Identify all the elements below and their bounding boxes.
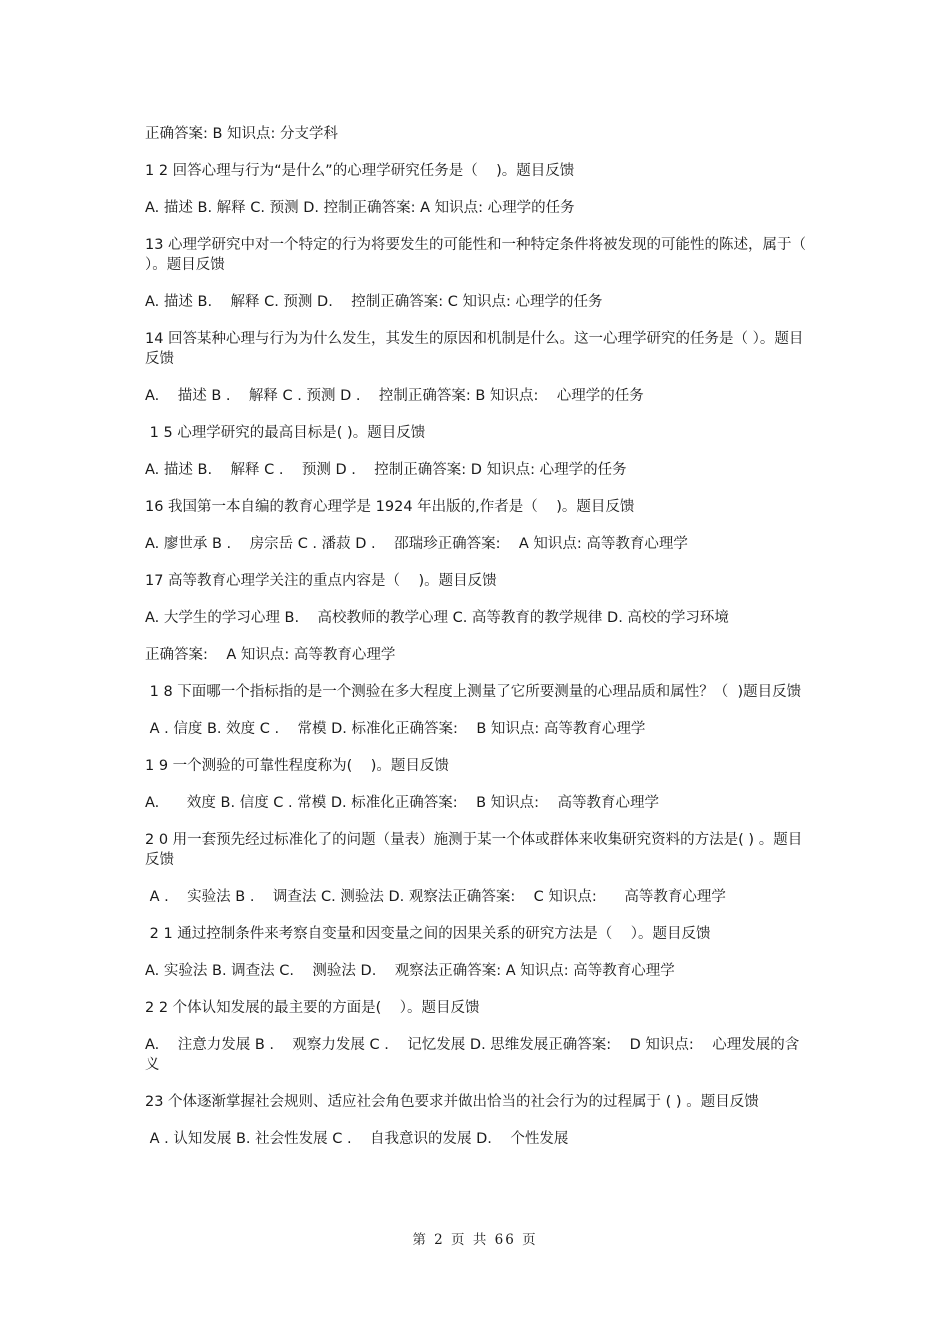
paragraph: A. 廖世承 B . 房宗岳 C . 潘菽 D . 邵瑞珍正确答案: A 知识点: 高等教育心理学 [145, 536, 688, 552]
page-content [145, 124, 816, 1166]
paragraph: A . 实验法 B . 调查法 C. 测验法 D. 观察法正确答案: C 知识点: 高等教育心理学 [145, 889, 726, 905]
paragraph: 1 2 回答心理与行为“是什么”的心理学研究任务是（ )。题目反馈 [145, 163, 575, 179]
paragraph: 17 高等教育心理学关注的重点内容是（ )。题目反馈 [145, 573, 497, 589]
paragraph: A. 效度 B. 信度 C . 常模 D. 标准化正确答案: B 知识点: 高等教育心理学 [145, 795, 659, 811]
paragraph: A. 描述 B . 解释 C . 预测 D . 控制正确答案: B 知识点: 心理学的任务 [145, 388, 644, 404]
paragraph: 16 我国第一本自编的教育心理学是 1924 年出版的,作者是（ )。题目反馈 [145, 499, 635, 515]
paragraph: A. 描述 B. 解释 C. 预测 D. 控制正确答案: C 知识点: 心理学的任务 [145, 294, 603, 310]
paragraph: 1 9 一个测验的可靠性程度称为( )。题目反馈 [145, 758, 449, 774]
paragraph: A. 实验法 B. 调查法 C. 测验法 D. 观察法正确答案: A 知识点: 高等教育心理学 [145, 963, 675, 979]
page-footer: 第 2 页 共 66 页 [412, 1232, 538, 1248]
paragraph: 正确答案: B 知识点: 分支学科 [145, 126, 339, 142]
paragraph: 2 1 通过控制条件来考察自变量和因变量之间的因果关系的研究方法是（ ）。题目反馈 [145, 926, 711, 942]
paragraph: 1 5 心理学研究的最高目标是( )。题目反馈 [145, 425, 426, 441]
paragraph: A. 描述 B. 解释 C. 预测 D. 控制正确答案: A 知识点: 心理学的任务 [145, 200, 575, 216]
paragraph: 13 心理学研究中对一个特定的行为将要发生的可能性和一种特定条件将被发现的可能性的陈述，属于（ ）。题目反馈 [145, 237, 816, 273]
paragraph: A . 信度 B. 效度 C . 常模 D. 标准化正确答案: B 知识点: 高等教育心理学 [145, 721, 646, 737]
paragraph: A. 大学生的学习心理 B. 高校教师的教学心理 C. 高等教育的教学规律 D. 高校的学习环境 [145, 610, 729, 626]
paragraph: 2 0 用一套预先经过标准化了的问题（量表）施测于某一个体或群体来收集研究资料的方法是( ) 。题目反馈 [145, 832, 803, 868]
paragraph: A . 认知发展 B. 社会性发展 C . 自我意识的发展 D. 个性发展 [145, 1131, 569, 1147]
paragraph: 23 个体逐渐掌握社会规则、适应社会角色要求并做出恰当的社会行为的过程属于 ( ) 。题目反馈 [145, 1094, 759, 1110]
paragraph: 14 回答某种心理与行为为什么发生，其发生的原因和机制是什么。这一心理学研究的任务是（ ）。题目反馈 [145, 331, 804, 367]
paragraph: 1 8 下面哪一个指标指的是一个测验在多大程度上测量了它所要测量的心理品质和属性？（ )题目反馈 [145, 684, 802, 700]
paragraph: A. 注意力发展 B . 观察力发展 C . 记忆发展 D. 思维发展正确答案: D 知识点: 心理发展的含义 [145, 1037, 800, 1073]
paragraph: A. 描述 B. 解释 C . 预测 D . 控制正确答案: D 知识点: 心理学的任务 [145, 462, 627, 478]
paragraph: 2 2 个体认知发展的最主要的方面是( ）。题目反馈 [145, 1000, 480, 1016]
paragraph: 正确答案: A 知识点: 高等教育心理学 [145, 647, 396, 663]
